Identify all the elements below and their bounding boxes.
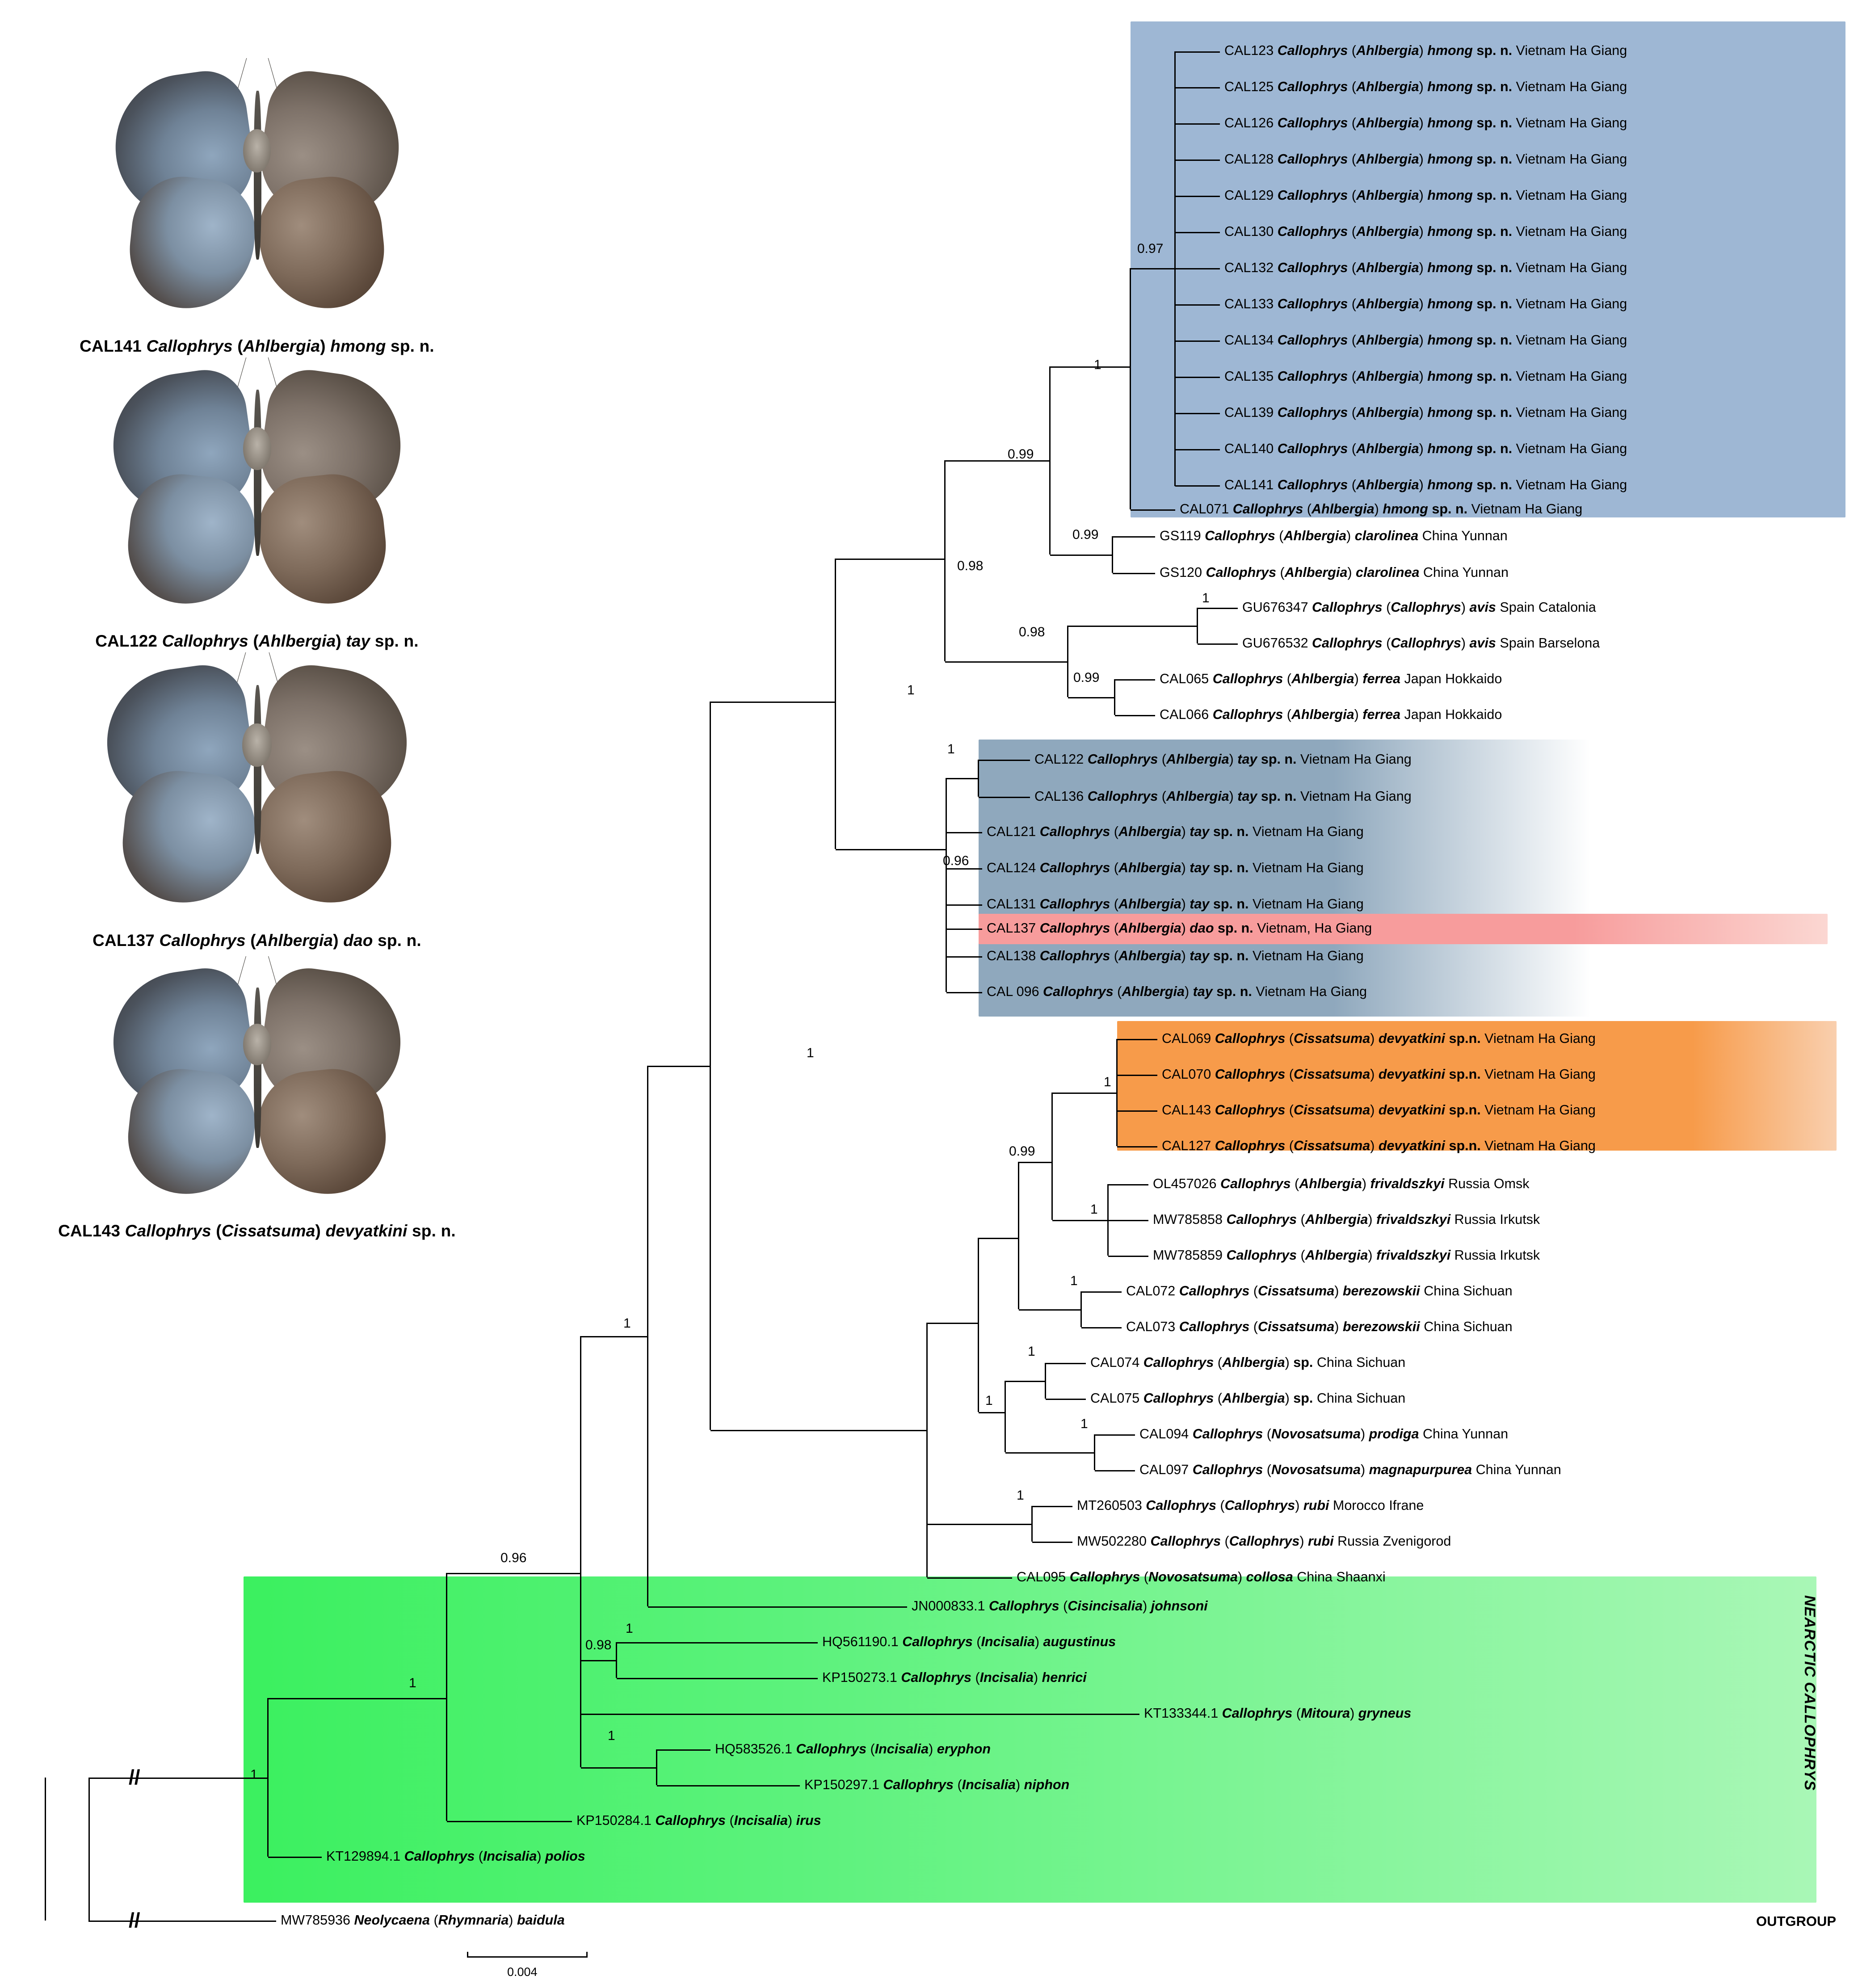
branch [836,849,946,850]
tip-label: CAL127 Callophrys (Cissatsuma) devyatkini sp.n. Vietnam Ha Giang [1162,1138,1596,1153]
branch [447,1573,580,1574]
specimen-caption: CAL122 Callophrys (Ahlbergia) tay sp. n. [95,632,419,650]
break-mark-icon: // [129,1765,140,1789]
branch [710,702,836,703]
tip-label: CAL070 Callophrys (Cissatsuma) devyatkini sp.n. Vietnam Ha Giang [1162,1067,1596,1082]
branch [1175,51,1220,53]
branch [1113,536,1155,538]
branch [945,460,1050,462]
branch [1095,1434,1135,1436]
support-value: 0.97 [1137,241,1164,256]
specimen-caption: CAL137 Callophrys (Ahlbergia) dao sp. n. [92,931,421,950]
branch [946,956,982,958]
branch [1175,304,1220,306]
support-value: 1 [1080,1416,1088,1431]
node [1051,1093,1053,1220]
node [946,778,947,992]
branch [1046,1363,1086,1364]
branch [657,1785,800,1786]
support-value: 1 [1104,1075,1111,1089]
outgroup-label: OUTGROUP [1756,1913,1837,1929]
branch [581,1660,617,1661]
branch [617,1678,818,1679]
support-value: 1 [250,1767,258,1782]
tip-label: CAL125 Callophrys (Ahlbergia) hmong sp. n. Vietnam Ha Giang [1224,79,1627,94]
tip-label: CAL131 Callophrys (Ahlbergia) tay sp. n. Vietnam Ha Giang [987,896,1364,912]
tip-label: CAL066 Callophrys (Ahlbergia) ferrea Japan Hokkaido [1160,707,1502,722]
branch [1081,1327,1122,1328]
branch-outgroup [88,1921,276,1922]
branch [1175,87,1220,88]
support-value: 1 [623,1316,631,1331]
node [580,1336,581,1767]
branch [927,1323,978,1324]
branch [1019,1309,1081,1311]
branch [1175,123,1220,125]
branch [1117,1039,1157,1040]
tip-label: KP150297.1 Callophrys (Incisalia) niphon [804,1777,1070,1792]
clade-highlight-tay [979,740,1591,1017]
branch [1131,268,1175,269]
node [978,1238,979,1412]
tip-label: CAL129 Callophrys (Ahlbergia) hmong sp. n. Vietnam Ha Giang [1224,188,1627,203]
support-value: 0.99 [1073,670,1100,685]
branch [979,760,1030,761]
branch [1198,643,1238,645]
node [835,559,836,849]
support-value: 1 [947,742,955,757]
branch-root [89,1778,267,1779]
tip-label-outgroup: MW785936 Neolycaena (Rhymnaria) baidula [281,1912,565,1928]
branch [927,1524,1032,1525]
branch [1175,268,1220,269]
tip-label: MW785858 Callophrys (Ahlbergia) frivaldszkyi Russia Irkutsk [1153,1212,1540,1227]
tip-label: CAL140 Callophrys (Ahlbergia) hmong sp. n. Vietnam Ha Giang [1224,441,1627,456]
node [267,1698,269,1857]
scale-bar-tick [586,1952,588,1957]
tip-label: KP150284.1 Callophrys (Incisalia) irus [576,1813,821,1828]
branch [945,661,1068,663]
branch [1108,1184,1148,1185]
branch [1175,340,1220,342]
tip-label: KT133344.1 Callophrys (Mitoura) gryneus [1144,1706,1412,1721]
support-value: 1 [626,1621,633,1636]
support-value: 1 [907,683,915,698]
support-value: 1 [1028,1344,1035,1359]
tip-label: GU676347 Callophrys (Callophrys) avis Spain Catalonia [1242,600,1596,615]
tip-label: GS119 Callophrys (Ahlbergia) clarolinea China Yunnan [1160,528,1508,543]
support-value: 0.99 [1008,447,1034,462]
tip-label: MW785859 Callophrys (Ahlbergia) frivaldszkyi Russia Irkutsk [1153,1248,1540,1263]
branch [946,832,982,833]
branch [657,1749,710,1751]
branch [268,1857,322,1858]
branch [946,929,982,930]
tip-label: CAL095 Callophrys (Novosatsuma) collosa China Shaanxi [1017,1569,1386,1585]
branch [1115,715,1155,716]
support-value: 0.98 [1019,625,1045,639]
break-mark-icon: // [129,1908,140,1932]
branch [1117,1075,1157,1076]
scale-bar-tick [467,1952,468,1957]
tip-label: JN000833.1 Callophrys (Cisincisalia) johnsoni [912,1598,1208,1614]
branch [979,797,1030,798]
support-value: 1 [1070,1273,1078,1288]
tip-label: CAL126 Callophrys (Ahlbergia) hmong sp. n. Vietnam Ha Giang [1224,115,1627,130]
tip-label: CAL069 Callophrys (Cissatsuma) devyatkini sp.n. Vietnam Ha Giang [1162,1031,1596,1046]
branch [1046,1399,1086,1400]
node [1130,268,1131,509]
branch [1108,1220,1148,1221]
branch [1198,608,1238,609]
branch [979,1238,1019,1239]
tip-label: CAL121 Callophrys (Ahlbergia) tay sp. n. Vietnam Ha Giang [987,824,1364,839]
tip-label: CAL137 Callophrys (Ahlbergia) dao sp. n. Vietnam, Ha Giang [987,920,1372,936]
branch [1068,697,1115,698]
branch [1175,449,1220,450]
tip-label: CAL 096 Callophrys (Ahlbergia) tay sp. n. Vietnam Ha Giang [987,984,1367,999]
scale-bar-label: 0.004 [507,1965,538,1979]
branch [1081,1291,1122,1293]
tip-label: CAL097 Callophrys (Novosatsuma) magnapurpurea China Yunnan [1139,1462,1561,1477]
tip-label: CAL134 Callophrys (Ahlbergia) hmong sp. n. Vietnam Ha Giang [1224,332,1627,348]
branch [1095,1470,1135,1471]
tip-label: CAL074 Callophrys (Ahlbergia) sp. China Sichuan [1090,1355,1406,1370]
tip-label: GU676532 Callophrys (Callophrys) avis Spain Barselona [1242,635,1600,651]
tip-label: CAL072 Callophrys (Cissatsuma) berezowskii China Sichuan [1126,1283,1513,1299]
root-stem-node [45,1778,46,1921]
support-value: 1 [1202,591,1210,605]
node [944,460,946,661]
branch [979,1412,1005,1413]
branch [1005,1452,1095,1454]
support-value: 1 [985,1393,993,1408]
tip-label: KT129894.1 Callophrys (Incisalia) polios [326,1849,585,1864]
branch [1175,413,1220,414]
tip-label: HQ583526.1 Callophrys (Incisalia) eryphon [715,1741,991,1757]
branch [1050,555,1113,556]
branch [1113,573,1155,574]
tip-label: MT260503 Callophrys (Callophrys) rubi Morocco Ifrane [1077,1498,1424,1513]
node [1005,1381,1006,1452]
branch [1032,1506,1072,1507]
tip-label: CAL075 Callophrys (Ahlbergia) sp. China Sichuan [1090,1391,1406,1406]
tip-label: CAL122 Callophrys (Ahlbergia) tay sp. n. Vietnam Ha Giang [1034,752,1412,767]
tip-label: MW502280 Callophrys (Callophrys) rubi Russia Zvenigorod [1077,1534,1451,1549]
support-value: 0.99 [1072,527,1099,542]
branch [581,1714,1139,1715]
support-value: 0.96 [500,1551,527,1565]
tip-label: CAL139 Callophrys (Ahlbergia) hmong sp. n. Vietnam Ha Giang [1224,405,1627,420]
branch [1005,1381,1046,1382]
tip-label: CAL073 Callophrys (Cissatsuma) berezowskii China Sichuan [1126,1319,1513,1334]
branch [581,1336,648,1337]
branch [946,778,979,779]
node [926,1323,928,1577]
tip-label: OL457026 Callophrys (Ahlbergia) frivaldszkyi Russia Omsk [1153,1176,1530,1191]
specimen-caption: CAL143 Callophrys (Cissatsuma) devyatkini sp. n. [58,1222,456,1240]
tip-label: CAL133 Callophrys (Ahlbergia) hmong sp. n. Vietnam Ha Giang [1224,296,1627,311]
support-value: 0.98 [957,559,984,573]
branch [1019,1162,1052,1163]
tip-label: KP150273.1 Callophrys (Incisalia) henrici [822,1670,1087,1685]
branch [946,992,982,993]
tip-label: CAL135 Callophrys (Ahlbergia) hmong sp. n. Vietnam Ha Giang [1224,369,1627,384]
branch [1175,377,1220,378]
tip-label: CAL143 Callophrys (Cissatsuma) devyatkini sp.n. Vietnam Ha Giang [1162,1102,1596,1118]
tip-label: GS120 Callophrys (Ahlbergia) clarolinea China Yunnan [1160,565,1509,580]
support-value: 1 [1090,1202,1098,1217]
tip-label: CAL124 Callophrys (Ahlbergia) tay sp. n. Vietnam Ha Giang [987,860,1364,875]
tip-label: CAL123 Callophrys (Ahlbergia) hmong sp. n. Vietnam Ha Giang [1224,43,1627,58]
tip-label: CAL128 Callophrys (Ahlbergia) hmong sp. n. Vietnam Ha Giang [1224,151,1627,167]
branch [268,1698,447,1699]
tip-label: CAL136 Callophrys (Ahlbergia) tay sp. n. Vietnam Ha Giang [1034,789,1412,804]
tip-label: CAL130 Callophrys (Ahlbergia) hmong sp. n. Vietnam Ha Giang [1224,224,1627,239]
branch [617,1642,818,1643]
tip-label: CAL138 Callophrys (Ahlbergia) tay sp. n. Vietnam Ha Giang [987,948,1364,963]
branch [648,1066,710,1067]
node [446,1573,447,1821]
branch [836,559,945,560]
tip-label: CAL132 Callophrys (Ahlbergia) hmong sp. n. Vietnam Ha Giang [1224,260,1627,275]
support-value: 1 [409,1676,416,1690]
branch [1052,1093,1117,1094]
branch [1175,196,1220,197]
branch [927,1577,1012,1579]
support-value: 0.98 [585,1638,612,1652]
branch [1117,1146,1157,1147]
support-value: 1 [1017,1488,1024,1503]
tip-label: CAL065 Callophrys (Ahlbergia) ferrea Japan Hokkaido [1160,671,1502,686]
branch [1175,232,1220,233]
support-value: 1 [608,1728,615,1743]
tip-label: CAL094 Callophrys (Novosatsuma) prodiga China Yunnan [1139,1426,1509,1442]
root-node [88,1778,90,1921]
clade-side-label: NEARCTIC CALLOPHRYS [1801,1595,1818,1791]
support-value: 1 [807,1046,814,1060]
tip-label: CAL141 Callophrys (Ahlbergia) hmong sp. n. Vietnam Ha Giang [1224,477,1627,492]
support-value: 1 [1094,357,1101,372]
branch [648,1606,907,1608]
branch [1115,679,1155,681]
branch [1068,626,1198,627]
branch [581,1767,657,1769]
branch [1117,1110,1157,1112]
branch [447,1821,572,1822]
branch [710,1430,927,1431]
branch [1032,1542,1072,1543]
support-value: 0.96 [943,853,969,868]
branch [1108,1256,1148,1257]
branch [1052,1220,1108,1221]
tip-label: CAL071 Callophrys (Ahlbergia) hmong sp. n. Vietnam Ha Giang [1180,501,1583,517]
node [1018,1162,1019,1309]
branch [946,904,982,906]
scale-bar [467,1956,588,1958]
branch [1050,366,1131,368]
branch [1175,160,1220,161]
support-value: 0.99 [1009,1144,1035,1159]
specimen-caption: CAL141 Callophrys (Ahlbergia) hmong sp. n. [80,337,434,355]
tip-label: HQ561190.1 Callophrys (Incisalia) augustinus [822,1634,1116,1649]
branch [1131,509,1175,511]
branch [1175,485,1220,487]
